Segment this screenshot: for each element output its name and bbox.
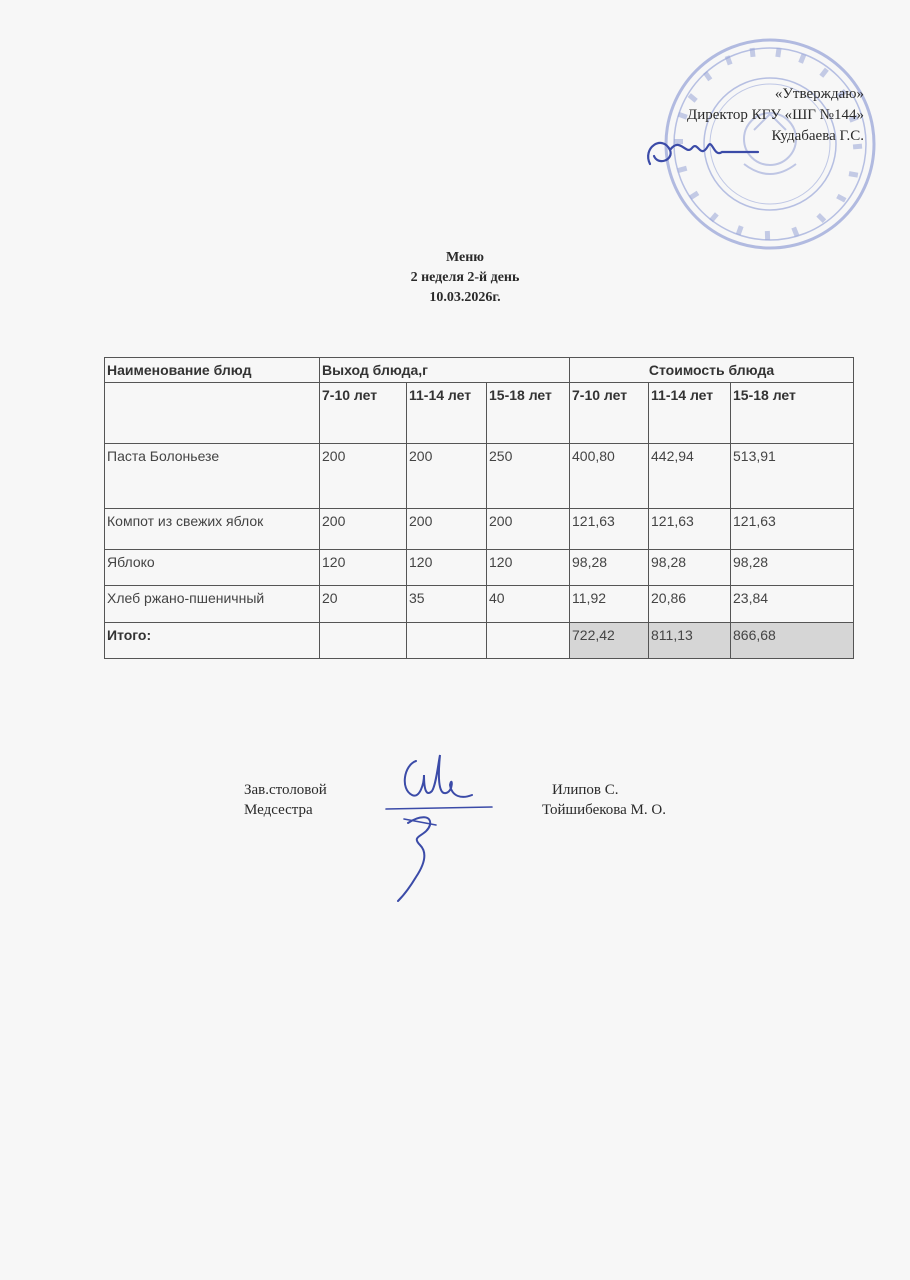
total-cost: 866,68 <box>731 623 854 659</box>
dish-cost: 11,92 <box>570 586 649 623</box>
dish-cost: 98,28 <box>570 550 649 586</box>
total-empty-cell <box>320 623 407 659</box>
dish-name: Паста Болоньезе <box>105 444 320 509</box>
table-header-row <box>105 358 854 383</box>
table-age-header-row <box>105 383 854 444</box>
dish-yield: 120 <box>487 550 570 586</box>
dish-name: Компот из свежих яблок <box>105 509 320 550</box>
total-empty-cell <box>487 623 570 659</box>
dish-name: Хлеб ржано-пшеничный <box>105 586 320 623</box>
header-yield-age-3: 15-18 лет <box>487 383 570 444</box>
header-cost: Стоимость блюда <box>570 358 854 383</box>
staff-signature <box>380 745 500 905</box>
approval-block <box>564 84 864 147</box>
dish-yield: 35 <box>407 586 487 623</box>
total-cost: 722,42 <box>570 623 649 659</box>
signature-names <box>542 780 666 820</box>
approval-director: Директор КГУ «ШГ №144» <box>686 107 864 123</box>
dish-yield: 20 <box>320 586 407 623</box>
approval-director-name: Кудабаева Г.С. <box>771 128 864 144</box>
table-row <box>105 550 854 586</box>
dish-cost: 121,63 <box>570 509 649 550</box>
approval-heading: «Утверждаю» <box>774 86 864 102</box>
table-row <box>105 444 854 509</box>
dish-yield: 200 <box>320 444 407 509</box>
header-cost-age-3: 15-18 лет <box>731 383 854 444</box>
dish-cost: 442,94 <box>649 444 731 509</box>
table-row <box>105 586 854 623</box>
dish-cost: 400,80 <box>570 444 649 509</box>
dish-yield: 200 <box>487 509 570 550</box>
menu-title-block <box>0 248 910 308</box>
header-yield-age-2: 11-14 лет <box>407 383 487 444</box>
role-canteen-head: Зав.столовой <box>244 782 327 798</box>
dish-yield: 200 <box>407 509 487 550</box>
menu-date: 10.03.2026г. <box>429 290 501 305</box>
dish-yield: 40 <box>487 586 570 623</box>
menu-title: Меню <box>445 250 484 265</box>
menu-week-day: 2 неделя 2-й день <box>410 270 520 285</box>
dish-cost: 98,28 <box>649 550 731 586</box>
dish-cost: 20,86 <box>649 586 731 623</box>
dish-cost: 98,28 <box>731 550 854 586</box>
total-empty-cell <box>407 623 487 659</box>
dish-yield: 200 <box>407 444 487 509</box>
header-yield: Выход блюда,г <box>320 358 570 383</box>
dish-yield: 120 <box>320 550 407 586</box>
role-nurse: Медсестра <box>244 802 313 818</box>
dish-cost: 23,84 <box>731 586 854 623</box>
name-nurse: Тойшибекова М. О. <box>542 802 666 818</box>
header-cost-age-2: 11-14 лет <box>649 383 731 444</box>
signature-roles <box>244 780 327 820</box>
header-yield-age-1: 7-10 лет <box>320 383 407 444</box>
table-total-row <box>105 623 854 659</box>
dish-yield: 200 <box>320 509 407 550</box>
menu-table <box>104 357 854 659</box>
dish-name: Яблоко <box>105 550 320 586</box>
total-label: Итого: <box>105 623 320 659</box>
header-cost-age-1: 7-10 лет <box>570 383 649 444</box>
name-canteen-head: Илипов С. <box>552 782 619 798</box>
dish-cost: 121,63 <box>649 509 731 550</box>
total-cost: 811,13 <box>649 623 731 659</box>
header-dish-name: Наименование блюд <box>105 358 320 383</box>
table-row <box>105 509 854 550</box>
dish-cost: 121,63 <box>731 509 854 550</box>
dish-yield: 250 <box>487 444 570 509</box>
header-empty-cell <box>105 383 320 444</box>
dish-cost: 513,91 <box>731 444 854 509</box>
dish-yield: 120 <box>407 550 487 586</box>
